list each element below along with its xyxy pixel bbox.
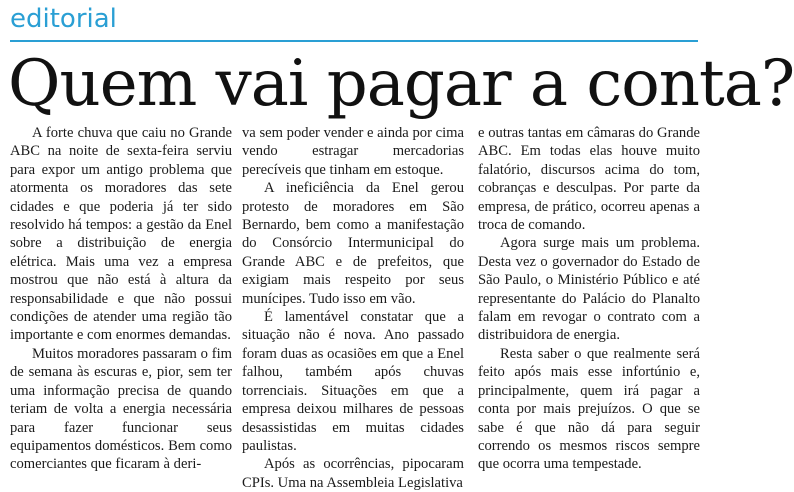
article-column-2 [242, 124, 464, 492]
paragraph: Após as ocorrências, pipocaram CPIs. Uma na Assembleia Legislativa [242, 456, 464, 491]
paragraph: A ineficiência da Enel gerou protesto de moradores em São Bernardo, bem como a manifestação do Consórcio Intermunicipal do Grande ABC e de prefeitos, que exigiam mais respeito por seus munícipes. Tudo isso em vão. [242, 180, 464, 307]
paragraph: Resta saber o que realmente será feito após mais esse infortúnio e, principalmente, quem irá pagar a conta por mais prejuízos. O que se sabe é que não dá para seguir correndo os mesmos riscos sempre que ocorra uma tempestade. [478, 345, 700, 473]
paragraph: Agora surge mais um problema. Desta vez o governador do Estado de São Paulo, o Ministério Público e até representante do Palácio do Planalto falam em revogar o contrato com a distribuidora de energia. [478, 235, 700, 344]
paragraph: e outras tantas em câmaras do Grande ABC. Em todas elas houve muito falatório, discursos acima do tom, cobranças e desculpas. Por parte da empresa, de prático, ocorreu apenas a troca de comando. [478, 125, 700, 234]
section-divider [10, 40, 698, 42]
paragraph: va sem poder vender e ainda por cima vendo estragar mercadorias perecíveis que tinham em estoque. [242, 125, 464, 178]
article-column-1 [10, 124, 232, 474]
paragraph: É lamentável constatar que a situação não é nova. Ano passado foram duas as ocasiões em que a Enel falhou, também após chuvas torrenciais. Situações em que a empresa deixou milhares de pessoas desassistidas em muitas cidades paulistas. [242, 309, 464, 454]
section-label: editorial [10, 4, 117, 34]
article-column-3 [478, 124, 700, 474]
paragraph: A forte chuva que caiu no Grande ABC na noite de sexta-feira serviu para expor um antigo problema que atormenta os moradores das sete cidades e que poderia já ter sido resolvido há tempos: a gestão da Enel sobre a distribuição de energia elétrica. Mais uma vez a empresa mostrou que não está à altura da responsabilidade e que não possui condições de atender uma região tão importante e com enormes demandas. [10, 125, 232, 344]
paragraph: Muitos moradores passaram o fim de semana às escuras e, pior, sem ter uma informação precisa de quando teriam de volta a energia necessária para fazer funcionar seus equipamentos domésticos. Bem como comerciantes que ficaram à deri- [10, 345, 232, 473]
headline: Quem vai pagar a conta? [8, 47, 794, 121]
